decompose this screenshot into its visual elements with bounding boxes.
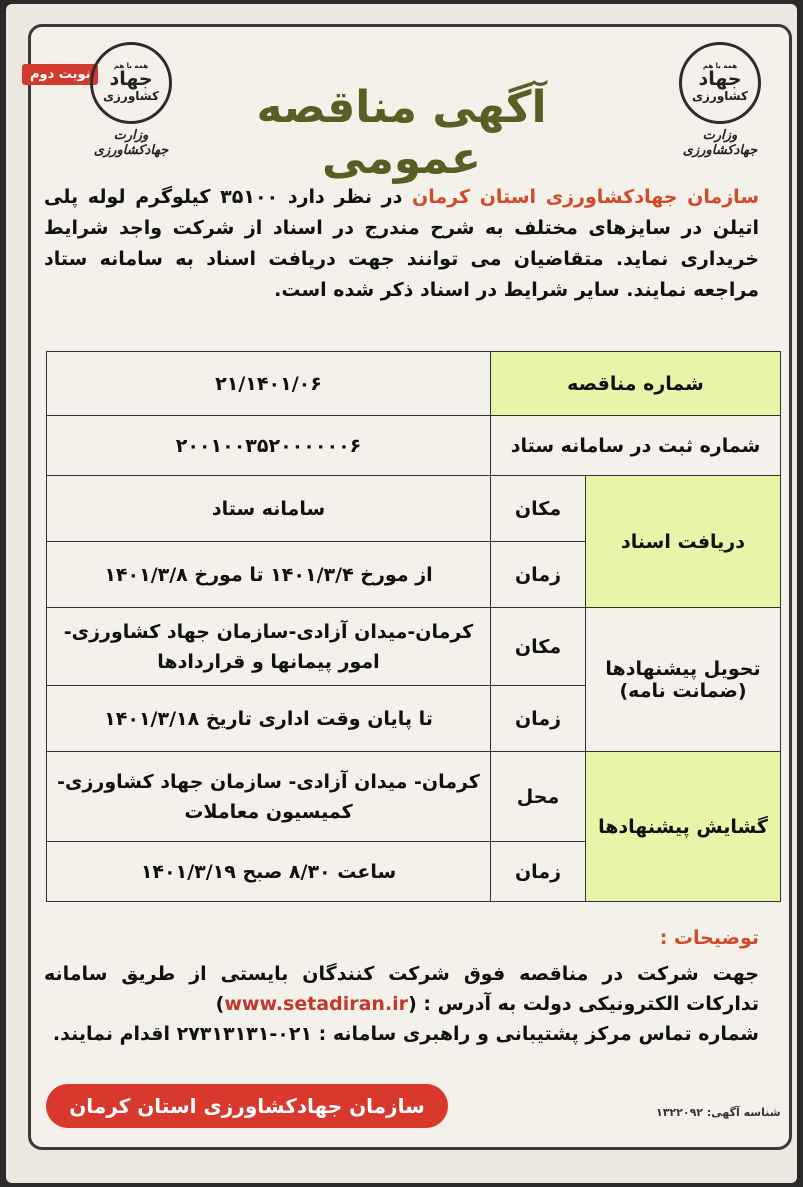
newspaper-page: [6, 4, 797, 1183]
opening-label: گشایش پیشنهادها: [586, 752, 781, 902]
ad-title: آگهی مناقصه عمومی: [256, 82, 547, 184]
notes-line-2: شماره تماس مرکز پشتیبانی و راهبری سامانه : ۰۲۱-۲۷۳۱۳۱۳۱ اقدام نمایند.: [52, 1023, 759, 1045]
notes-line-1: جهت شرکت در مناقصه فوق شرکت کنندگان بایستی از طریق سامانه تدارکات الکترونیکی دولت به آدرس : (: [44, 963, 759, 1015]
opening-time-label: زمان: [491, 842, 586, 902]
table-row: [47, 352, 781, 416]
docs-place-label: مکان: [491, 476, 586, 542]
ministry-logo-left: [76, 42, 186, 158]
tender-table: [46, 351, 781, 902]
ministry-logo-right: [665, 42, 775, 158]
table-row: [47, 752, 781, 842]
table-row: [47, 416, 781, 476]
intro-text: در نظر دارد ۳۵۱۰۰ کیلوگرم لوله پلی اتیلن در سایزهای مختلف به شرح مندرج در اسناد از شرکت واجد شرایط خریداری نماید. متقاضیان می توانند جهت دریافت اسناد به سامانه ستاد مراجعه نمایند. سایر شرایط در اسناد ذکر شده است.: [44, 186, 759, 301]
docs-receipt-label: دریافت اسناد: [586, 476, 781, 608]
notes-paragraph: جهت شرکت در مناقصه فوق شرکت کنندگان بایستی از طریق سامانه تدارکات الکترونیکی دولت به آدرس : (www.setadiran.ir) شماره تماس مرکز پشتیبانی و راهبری سامانه : ۰۲۱-۲۷۳۱۳۱۳۱ اقدام نمایند.: [44, 963, 759, 1045]
opening-place-value: کرمان- میدان آزادی- سازمان جهاد کشاورزی-کمیسیون معاملات: [47, 752, 491, 842]
table-row: [47, 608, 781, 686]
setad-number-label: شماره ثبت در سامانه ستاد: [491, 416, 781, 476]
setad-number-value: ۲۰۰۱۰۰۳۵۲۰۰۰۰۰۰۶: [47, 416, 491, 476]
intro-paragraph: [44, 182, 759, 306]
ministry-caption: وزارت جهادکشاورزی: [93, 128, 169, 158]
footer-organization-banner: سازمان جهادکشاورزی استان کرمان: [46, 1084, 448, 1128]
delivery-label: تحویل پیشنهادها (ضمانت نامه): [586, 608, 781, 752]
opening-place-label: محل: [491, 752, 586, 842]
docs-time-label: زمان: [491, 542, 586, 608]
notes-title: توضیحات :: [659, 927, 759, 949]
jahad-emblem-icon: همه با هم جهاد کشاورزی: [90, 42, 172, 124]
tender-number-value: ۲۱/۱۴۰۱/۰۶: [47, 352, 491, 416]
docs-time-value: از مورخ ۱۴۰۱/۳/۴ تا مورخ ۱۴۰۱/۳/۸: [47, 542, 491, 608]
jahad-emblem-icon: همه با هم جهاد کشاورزی: [679, 42, 761, 124]
ad-identifier: شناسه آگهی: ۱۳۲۲۰۹۲: [656, 1106, 781, 1119]
setad-website-link[interactable]: www.setadiran.ir: [224, 993, 409, 1015]
ministry-caption: وزارت جهادکشاورزی: [682, 128, 758, 158]
table-row: [47, 476, 781, 542]
docs-place-value: سامانه ستاد: [47, 476, 491, 542]
delivery-place-value: کرمان-میدان آزادی-سازمان جهاد کشاورزی- امور پیمانها و قراردادها: [47, 608, 491, 686]
tender-number-label: شماره مناقصه: [491, 352, 781, 416]
organization-name: سازمان جهادکشاورزی استان کرمان: [412, 186, 760, 208]
publication-badge: نوبت دوم: [22, 64, 98, 85]
delivery-place-label: مکان: [491, 608, 586, 686]
opening-time-value: ساعت ۸/۳۰ صبح ۱۴۰۱/۳/۱۹: [47, 842, 491, 902]
delivery-time-value: تا پایان وقت اداری تاریخ ۱۴۰۱/۳/۱۸: [47, 686, 491, 752]
delivery-time-label: زمان: [491, 686, 586, 752]
